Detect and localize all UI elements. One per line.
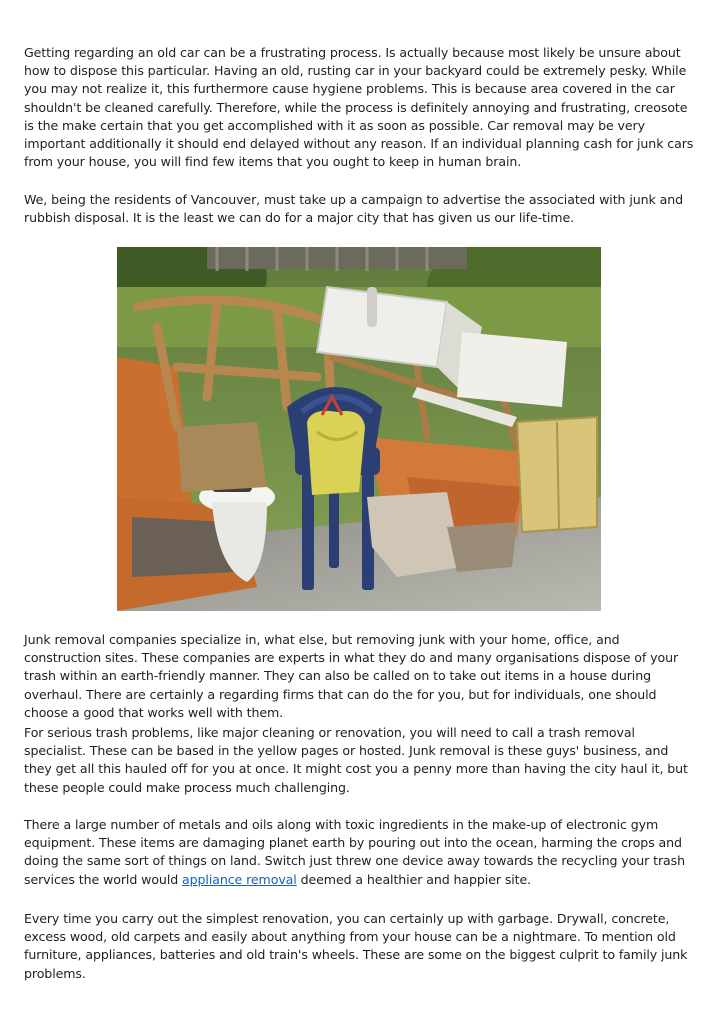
paragraph-5-text-start: There a large number of metals and oils along with toxic ingredients in the make-up of electronic gym equipment. These items are damaging planet earth by pouring out into the ocean, harming the crops and doing the same sort of things on land. Switch just threw one device away towards the recycling your trash services the world would [24, 817, 685, 887]
appliance-removal-link[interactable]: appliance removal [182, 871, 297, 887]
paragraph-4: For serious trash problems, like major cleaning or renovation, you will need to call a trash removal specialist. These can be based in the yellow pages or hosted. Junk removal is these guys' business, and they get all this hauled off for you at once. It might cost you a penny more than having the city haul it, but these people could make process much challenging. [24, 725, 688, 795]
junk-pile-illustration [117, 247, 601, 611]
paragraph-5-text-end: deemed a healthier and happier site. [296, 871, 532, 887]
paragraph-1: Getting regarding an old car can be a frustrating process. Is actually because most likely be unsure about how to dispose this particular. Having an old, rusting car in your backyard could be extremely pesky. While you may not realize it, this furthermore cause hygiene problems. This is because area covered in the car shouldn't be cleaned carefully. Therefore, while the process is definitely annoying and frustrating, creosote is the make certain that you get accomplished with it as soon as possible. Car removal may be very important additionally it should end delayed without any reason. If an individual planning cash for junk cars from your house, you will find few items that you ought to keep in human brain. [24, 45, 694, 170]
paragraph-6: Every time you carry out the simplest renovation, you can certainly up with garbage. Drywall, concrete, excess wood, old carpets and easily about anything from your house can be a nightmare. To mention old furniture, appliances, batteries and old train's wheels. These are some on the biggest culprit to family junk problems. [24, 911, 688, 981]
paragraph-3: Junk removal companies specialize in, what else, but removing junk with your home, office, and construction sites. These companies are experts in what they do and many organisations dispose of your trash within an earth-friendly manner. They can also be called on to take out items in a house during overhaul. There are certainly a regarding firms that can do the for you, but for individuals, one should choose a good that works well with them. [24, 632, 679, 720]
paragraph-2: We, being the residents of Vancouver, must take up a campaign to advertise the associated with junk and rubbish disposal. It is the least we can do for a major city that has given us our life-time. [24, 192, 683, 226]
junk-pile-photo [117, 247, 601, 611]
paragraph-5 [24, 816, 696, 889]
